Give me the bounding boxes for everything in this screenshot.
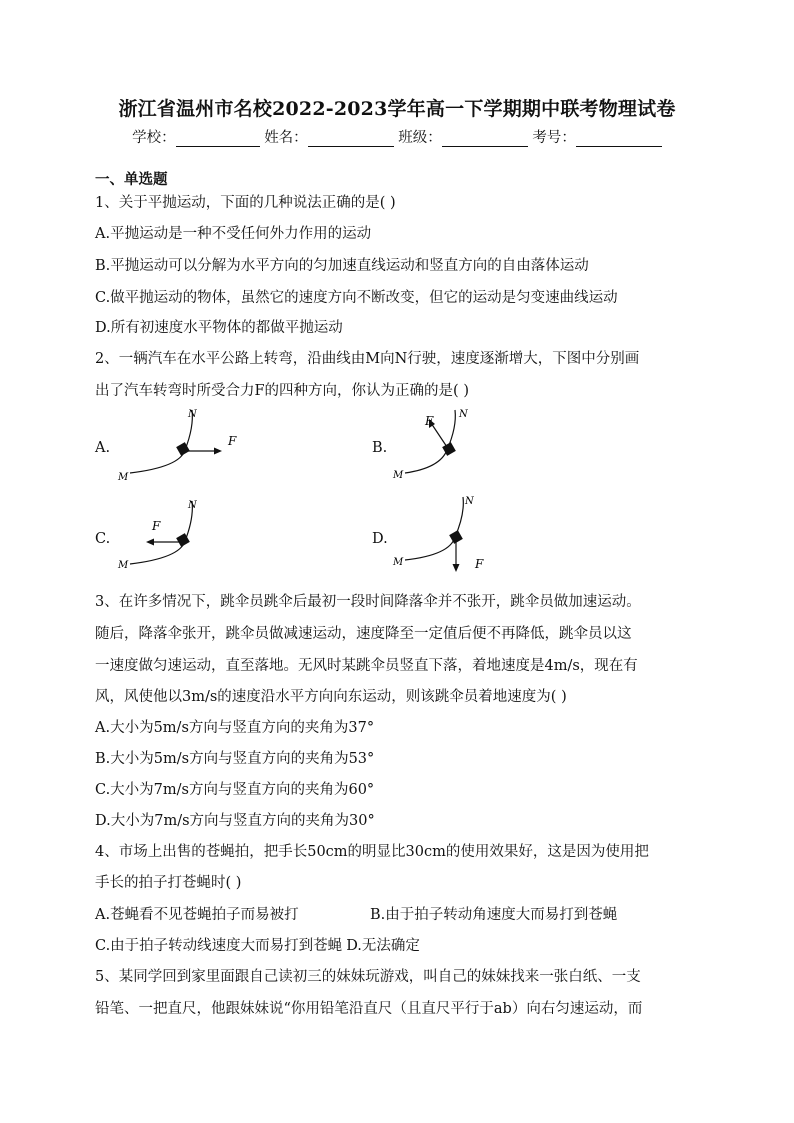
q1-option-b: B.平抛运动可以分解为水平方向的匀加速直线运动和竖直方向的自由落体运动 <box>95 258 589 274</box>
q4-option-a: A.苍蝇看不见苍蝇拍子而易被打 <box>95 907 299 923</box>
student-info-row <box>0 126 794 147</box>
exam-no-field[interactable] <box>576 130 662 147</box>
figure-b-m-label: M <box>393 470 404 481</box>
figure-d-n-label: N <box>465 496 474 507</box>
q3-line-3: 一速度做匀速运动，直至落地。无风时某跳伞员竖直下落，着地速度是4m/s，现在有 <box>95 658 638 674</box>
q4-options-row-2 <box>95 934 699 955</box>
school-field[interactable] <box>176 130 260 147</box>
figure-b-f-label: F <box>425 414 434 428</box>
figure-d-label: D. <box>372 531 388 547</box>
figure-a-diagram <box>110 405 270 485</box>
q3-line-2: 随后，降落伞张开，跳伞员做减速运动，速度降至一定值后便不再降低，跳伞员以这 <box>95 626 632 642</box>
q3-line-4: 风，风使他以3m/s的速度沿水平方向向东运动，则该跳伞员着地速度为( ) <box>95 689 567 705</box>
q3-option-b: B.大小为5m/s方向与竖直方向的夹角为53° <box>95 751 375 767</box>
figure-d-diagram <box>385 492 545 578</box>
figure-d-f-label: F <box>475 557 484 571</box>
q4-line-1: 4、市场上出售的苍蝇拍，把手长50cm的明显比30cm的使用效果好，这是因为使用把 <box>95 844 649 860</box>
figure-c-label: C. <box>95 531 111 547</box>
name-field[interactable] <box>308 130 394 147</box>
figure-a-f-label: F <box>228 434 237 448</box>
figure-c-n-label: N <box>188 500 197 511</box>
section-heading: 一、单选题 <box>95 171 168 188</box>
class-field[interactable] <box>442 130 528 147</box>
q3-line-1: 3、在许多情况下，跳伞员跳伞后最初一段时间降落伞并不张开，跳伞员做加速运动。 <box>95 594 641 610</box>
figure-c-f-label: F <box>152 519 161 533</box>
q4-option-d: D.无法确定 <box>346 938 420 954</box>
figure-c-diagram <box>110 496 270 576</box>
q1-option-d: D.所有初速度水平物体的都做平抛运动 <box>95 320 343 336</box>
q3-option-d: D.大小为7m/s方向与竖直方向的夹角为30° <box>95 813 375 829</box>
q1-option-c: C.做平抛运动的物体，虽然它的速度方向不断改变，但它的运动是匀变速曲线运动 <box>95 290 618 306</box>
name-label: 姓名： <box>264 130 308 146</box>
figure-b-n-label: N <box>459 409 468 420</box>
school-label: 学校： <box>132 130 176 146</box>
figure-a-n-label: N <box>188 409 197 420</box>
q5-line-2: 铅笔、一把直尺，他跟妹妹说“你用铅笔沿直尺（且直尺平行于ab）向右匀速运动，而 <box>95 1001 643 1017</box>
figure-b-label: B. <box>372 440 388 456</box>
figure-b-diagram <box>385 405 545 485</box>
q2-stem-line-2: 出了汽车转弯时所受合力F的四种方向，你认为正确的是( ) <box>95 383 469 399</box>
figure-a-m-label: M <box>118 472 129 483</box>
q2-stem-line-1: 2、一辆汽车在水平公路上转弯，沿曲线由M向N行驶，速度逐渐增大，下图中分别画 <box>95 351 640 367</box>
exam-no-label: 考号： <box>532 130 576 146</box>
figure-a-label: A. <box>95 440 111 456</box>
q4-options-row-1 <box>95 903 699 924</box>
q4-option-b: B.由于拍子转动角速度大而易打到苍蝇 <box>370 907 618 923</box>
class-label: 班级： <box>398 130 442 146</box>
page-title: 浙江省温州市名校2022-2023学年高一下学期期中联考物理试卷 <box>118 98 676 120</box>
q3-option-a: A.大小为5m/s方向与竖直方向的夹角为37° <box>95 720 375 736</box>
q1-option-a: A.平抛运动是一种不受任何外力作用的运动 <box>95 226 372 242</box>
q1-stem: 1、关于平抛运动，下面的几种说法正确的是( ) <box>95 195 396 211</box>
figure-d-m-label: M <box>393 557 404 568</box>
figure-c-m-label: M <box>118 560 129 571</box>
q5-line-1: 5、某同学回到家里面跟自己读初三的妹妹玩游戏，叫自己的妹妹找来一张白纸、一支 <box>95 969 641 985</box>
q3-option-c: C.大小为7m/s方向与竖直方向的夹角为60° <box>95 782 375 798</box>
q4-line-2: 手长的拍子打苍蝇时( ) <box>95 875 242 891</box>
q4-option-c: C.由于拍子转动线速度大而易打到苍蝇 <box>95 938 343 954</box>
